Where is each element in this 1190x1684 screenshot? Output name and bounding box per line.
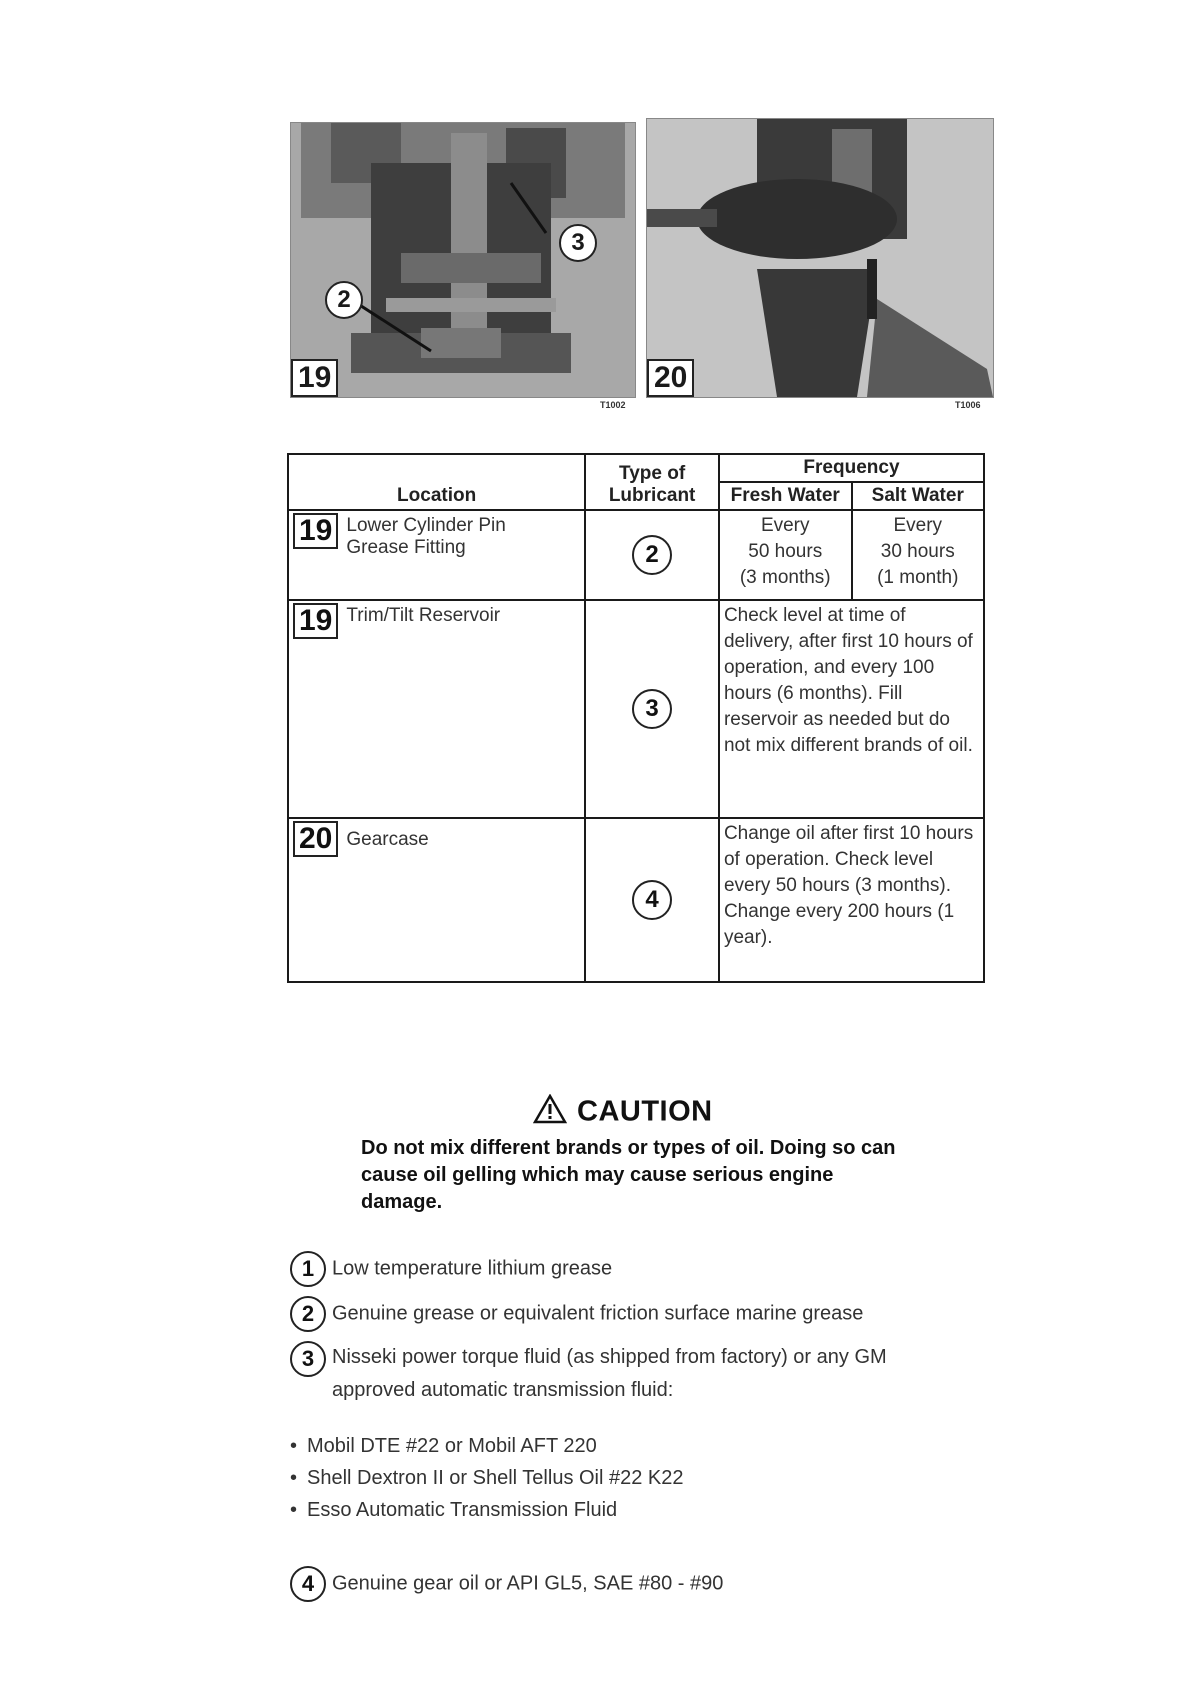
caution-heading bbox=[533, 1094, 713, 1132]
salt-line: (1 month) bbox=[877, 567, 959, 588]
list-item: • Esso Automatic Transmission Fluid bbox=[290, 1494, 684, 1526]
table-row bbox=[288, 600, 984, 818]
table-row bbox=[288, 818, 984, 982]
location-cell bbox=[288, 600, 585, 818]
lubricant-item-4 bbox=[290, 1566, 990, 1602]
caution-title: CAUTION bbox=[577, 1095, 713, 1128]
salt-line: 30 hours bbox=[880, 541, 955, 562]
list-item: • Mobil DTE #22 or Mobil AFT 220 bbox=[290, 1430, 684, 1462]
header-type-of-lubricant: Type of Lubricant bbox=[585, 454, 719, 510]
gearcase-image bbox=[647, 119, 993, 397]
salt-line: Every bbox=[893, 515, 943, 536]
lubricant-number: 4 bbox=[632, 880, 672, 920]
figure-ref: 20 bbox=[293, 821, 338, 857]
location-name: Lower Cylinder Pin Grease Fitting bbox=[346, 515, 506, 558]
figure-19-label: 19 bbox=[291, 359, 338, 397]
frequency-cell: Change oil after first 10 hours of operation. Check level every 50 hours (3 months). Change every 200 hours (1 year). bbox=[719, 818, 984, 982]
figure-20-code: T1006 bbox=[955, 400, 981, 410]
figure-ref: 19 bbox=[293, 513, 338, 549]
fresh-line: 50 hours bbox=[748, 541, 823, 562]
callout-3: 3 bbox=[559, 224, 597, 262]
salt-water-cell bbox=[852, 510, 985, 600]
lubricant-number: 2 bbox=[290, 1296, 326, 1332]
header-location: Location bbox=[288, 454, 585, 510]
lubricant-number: 3 bbox=[290, 1341, 326, 1377]
lubricant-item-1 bbox=[290, 1251, 990, 1287]
table-row bbox=[288, 510, 984, 600]
fresh-line: (3 months) bbox=[739, 567, 831, 588]
lubricant-text: Genuine grease or equivalent friction surface marine grease bbox=[332, 1302, 864, 1325]
fresh-line: Every bbox=[760, 515, 810, 536]
lubricant-item-2 bbox=[290, 1296, 990, 1332]
list-item: • Shell Dextron II or Shell Tellus Oil #22 K22 bbox=[290, 1462, 684, 1494]
lubricant-cell bbox=[585, 600, 719, 818]
header-salt-water: Salt Water bbox=[852, 482, 985, 510]
figure-20-label: 20 bbox=[647, 359, 694, 397]
table-header-row bbox=[288, 454, 984, 482]
lubrication-table bbox=[287, 453, 985, 983]
caution-text: Do not mix different brands or types of oil. Doing so can cause oil gelling which may cause serious engine damage. bbox=[361, 1137, 896, 1213]
lubricant-item-3 bbox=[290, 1341, 990, 1407]
location-cell bbox=[288, 510, 585, 600]
lubricant-text: Genuine gear oil or API GL5, SAE #80 - #90 bbox=[332, 1572, 724, 1595]
figure-19-code: T1002 bbox=[600, 400, 626, 410]
figure-ref: 19 bbox=[293, 603, 338, 639]
lubricant-number: 1 bbox=[290, 1251, 326, 1287]
lubricant-text: Nisseki power torque fluid (as shipped from factory) or any GM approved automatic transmission fluid: bbox=[332, 1346, 887, 1401]
figure-19-photo bbox=[290, 122, 636, 398]
lubricant-number: 2 bbox=[632, 535, 672, 575]
figure-20-photo bbox=[646, 118, 994, 398]
header-frequency: Frequency bbox=[719, 454, 984, 482]
header-fresh-water: Fresh Water bbox=[719, 482, 852, 510]
atf-options-list bbox=[290, 1430, 684, 1526]
warning-triangle-icon bbox=[533, 1094, 567, 1132]
fresh-water-cell bbox=[719, 510, 852, 600]
location-name: Trim/Tilt Reservoir bbox=[346, 605, 501, 626]
location-name: Gearcase bbox=[346, 829, 429, 850]
callout-2: 2 bbox=[325, 281, 363, 319]
lubricant-number: 4 bbox=[290, 1566, 326, 1602]
lubricant-number: 3 bbox=[632, 689, 672, 729]
lubricant-cell bbox=[585, 510, 719, 600]
location-cell bbox=[288, 818, 585, 982]
lubricant-cell bbox=[585, 818, 719, 982]
lubricant-text: Low temperature lithium grease bbox=[332, 1257, 613, 1280]
frequency-cell: Check level at time of delivery, after first 10 hours of operation, and every 100 hours (6 months). Fill reservoir as needed but do not mix different brands of oil. bbox=[719, 600, 984, 818]
